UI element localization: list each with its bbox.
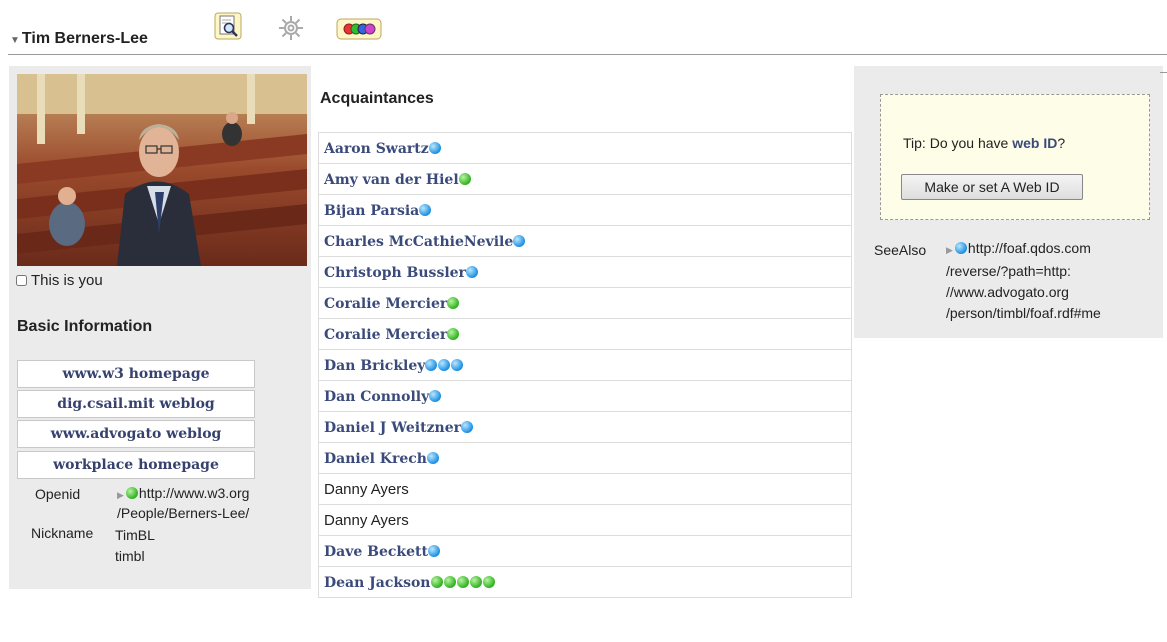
nickname-value: TimBL xyxy=(115,527,155,543)
openid-label: Openid xyxy=(35,486,81,502)
header xyxy=(0,0,1167,54)
seealso-url-line-4: /person/timbl/foaf.rdf#me xyxy=(946,305,1101,321)
acquaintance-name[interactable]: Coralie Mercier xyxy=(324,296,448,312)
web-id-link[interactable]: web ID xyxy=(1012,135,1058,151)
acquaintances-heading: Acquaintances xyxy=(320,90,434,107)
acquaintance-row[interactable] xyxy=(318,195,852,226)
status-dot-blue-icon xyxy=(419,204,431,216)
openid-value[interactable] xyxy=(117,484,249,522)
people-icon[interactable] xyxy=(336,18,382,40)
status-dot-green-icon xyxy=(126,487,138,499)
acquaintance-name[interactable]: Christoph Bussler xyxy=(324,265,466,281)
acquaintance-name[interactable]: Bijan Parsia xyxy=(324,203,420,219)
acquaintance-name: Danny Ayers xyxy=(324,481,409,498)
status-dot-blue-icon xyxy=(466,266,478,278)
acquaintance-row[interactable] xyxy=(318,226,852,257)
profile-panel xyxy=(9,66,311,589)
status-dot-green-icon xyxy=(470,576,482,588)
tip-text xyxy=(903,135,1065,151)
page-title-text: Tim Berners-Lee xyxy=(21,30,148,47)
this-is-you-row xyxy=(16,272,103,289)
acquaintances-list xyxy=(318,132,852,598)
status-dot-blue-icon xyxy=(438,359,450,371)
collapse-triangle-icon[interactable]: ▼ xyxy=(10,35,20,46)
acquaintance-row[interactable] xyxy=(318,412,852,443)
acquaintance-name[interactable]: Dave Beckett xyxy=(324,544,428,560)
acquaintance-name[interactable]: Amy van der Hiel xyxy=(324,172,459,188)
status-dot-green-icon xyxy=(457,576,469,588)
webid-tip-box xyxy=(880,94,1150,220)
status-dot-blue-icon xyxy=(451,359,463,371)
nickname-value: timbl xyxy=(115,548,145,564)
link-advogato-weblog[interactable]: www.advogato weblog xyxy=(17,420,255,448)
expand-triangle-icon[interactable]: ▶ xyxy=(117,490,124,500)
seealso-value[interactable] xyxy=(946,238,1101,324)
acquaintance-row[interactable] xyxy=(318,536,852,567)
seealso-url-line-3: //www.advogato.org xyxy=(946,284,1069,300)
status-dot-blue-icon xyxy=(425,359,437,371)
acquaintance-name[interactable]: Aaron Swartz xyxy=(324,141,429,157)
panel-edge-mark xyxy=(1160,72,1167,73)
acquaintance-row[interactable] xyxy=(318,381,852,412)
link-www-w3-homepage[interactable]: www.w3 homepage xyxy=(17,360,255,388)
acquaintance-row[interactable] xyxy=(318,288,852,319)
expand-triangle-icon[interactable]: ▶ xyxy=(946,245,953,255)
this-is-you-label: This is you xyxy=(31,272,103,289)
basic-information-heading: Basic Information xyxy=(17,318,153,335)
status-dot-blue-icon xyxy=(955,242,967,254)
status-dot-blue-icon xyxy=(461,421,473,433)
status-dot-blue-icon xyxy=(513,235,525,247)
nickname-label: Nickname xyxy=(31,525,94,541)
acquaintance-row[interactable] xyxy=(318,257,852,288)
tip-panel xyxy=(854,66,1163,338)
tip-prefix: Tip: Do you have xyxy=(903,135,1013,151)
page-title[interactable] xyxy=(10,30,148,48)
this-is-you-checkbox[interactable] xyxy=(16,275,27,286)
acquaintance-name[interactable]: Daniel J Weitzner xyxy=(324,420,461,436)
acquaintance-name[interactable]: Dean Jackson xyxy=(324,575,431,591)
openid-url-line-1: http://www.w3.org xyxy=(138,485,250,501)
search-doc-icon[interactable] xyxy=(214,12,242,40)
status-dot-blue-icon xyxy=(427,452,439,464)
acquaintance-row[interactable] xyxy=(318,443,852,474)
status-dot-green-icon xyxy=(447,328,459,340)
acquaintance-row[interactable] xyxy=(318,567,852,598)
profile-photo xyxy=(17,74,307,266)
link-workplace-homepage[interactable]: workplace homepage xyxy=(17,451,255,479)
status-dot-green-icon xyxy=(459,173,471,185)
acquaintance-row[interactable] xyxy=(318,319,852,350)
acquaintance-row[interactable] xyxy=(318,505,852,536)
acquaintance-name[interactable]: Daniel Krech xyxy=(324,451,427,467)
status-dot-green-icon xyxy=(431,576,443,588)
seealso-url-line-1: http://foaf.qdos.com xyxy=(967,240,1091,256)
gear-icon[interactable] xyxy=(277,14,305,42)
header-divider xyxy=(8,54,1167,55)
seealso-label: SeeAlso xyxy=(874,242,927,258)
nickname-values xyxy=(115,525,155,567)
link-dig-csail-weblog[interactable]: dig.csail.mit weblog xyxy=(17,390,255,418)
acquaintance-name[interactable]: Charles McCathieNevile xyxy=(324,234,514,250)
acquaintance-row[interactable] xyxy=(318,350,852,381)
status-dot-blue-icon xyxy=(429,390,441,402)
acquaintance-row[interactable] xyxy=(318,133,852,164)
acquaintance-row[interactable] xyxy=(318,164,852,195)
status-dot-blue-icon xyxy=(428,545,440,557)
acquaintance-row[interactable] xyxy=(318,474,852,505)
openid-url-line-2: /People/Berners-Lee/ xyxy=(117,505,250,521)
seealso-url-line-2: /reverse/?path=http: xyxy=(946,263,1071,279)
make-web-id-button[interactable]: Make or set A Web ID xyxy=(901,174,1083,200)
acquaintance-name[interactable]: Dan Connolly xyxy=(324,389,430,405)
acquaintances-section xyxy=(318,66,852,642)
acquaintance-name: Danny Ayers xyxy=(324,512,409,529)
acquaintance-name[interactable]: Dan Brickley xyxy=(324,358,426,374)
status-dot-blue-icon xyxy=(429,142,441,154)
tip-suffix: ? xyxy=(1057,135,1066,151)
status-dot-green-icon xyxy=(447,297,459,309)
acquaintance-name[interactable]: Coralie Mercier xyxy=(324,327,448,343)
status-dot-green-icon xyxy=(483,576,495,588)
status-dot-green-icon xyxy=(444,576,456,588)
